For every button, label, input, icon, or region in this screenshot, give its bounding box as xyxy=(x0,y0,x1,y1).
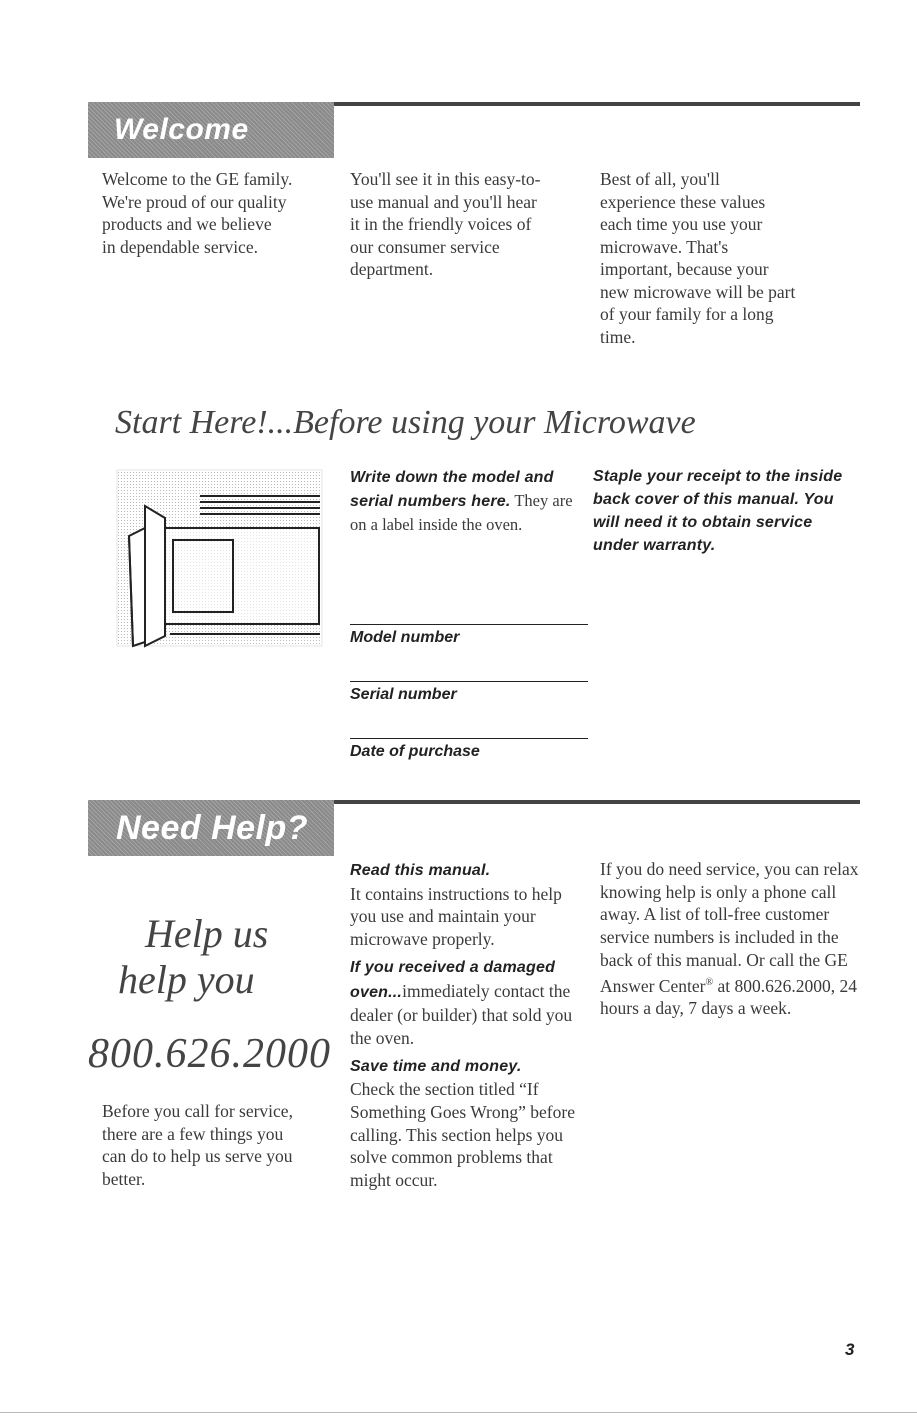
save-time-lead: Save time and money. xyxy=(350,1057,522,1075)
need-help-banner xyxy=(88,800,334,856)
need-help-title: Need Help? xyxy=(116,808,309,847)
service-block xyxy=(600,858,860,1020)
welcome-rule xyxy=(334,102,860,106)
start-heading: Start Here!...Before using your Microwave xyxy=(115,404,696,441)
help-tagline-2: help you xyxy=(118,957,255,1002)
welcome-col-2 xyxy=(350,168,590,281)
help-tagline-1: Help us xyxy=(145,911,269,956)
service-text-pre: If you do need service, you can relax knowing help is only a phone call away. A list of toll-free customer service numbers is included in the back of this manual. Or call the GE Answer Center xyxy=(600,859,859,996)
bottom-rule xyxy=(0,1412,917,1413)
write-down-lead: Write down the model and serial numbers here. xyxy=(350,469,554,510)
damaged-lead: If you received a damaged oven... xyxy=(350,958,556,1001)
welcome-text-1: Welcome to the GE family. We're proud of our quality products and we believe in dependable service. xyxy=(102,169,293,257)
welcome-col-3 xyxy=(600,168,860,348)
need-help-rule xyxy=(334,800,860,804)
read-manual-lead: Read this manual. xyxy=(350,862,491,879)
registered-mark: ® xyxy=(705,976,714,988)
save-time-text: Check the section titled “If Something Goes Wrong” before calling. This section helps you solve common problems that might occur. xyxy=(350,1079,575,1191)
model-number-field[interactable] xyxy=(350,624,588,647)
help-phone: 800.626.2000 xyxy=(88,1031,331,1077)
before-call-text: Before you call for service, there are a few things you can do to help us serve you better. xyxy=(102,1101,293,1189)
welcome-text-3: Best of all, you'll experience these values each time you use your microwave. That's important, because your new microwave will be part of your family for a long time. xyxy=(600,169,796,347)
read-manual-text: It contains instructions to help you use and maintain your microwave properly. xyxy=(350,883,562,950)
help-middle-block xyxy=(350,858,586,1192)
page-number: 3 xyxy=(845,1340,855,1359)
write-down-block xyxy=(350,465,590,536)
date-of-purchase-field[interactable] xyxy=(350,738,588,761)
welcome-title: Welcome xyxy=(114,113,249,146)
serial-number-field[interactable] xyxy=(350,681,588,704)
service-text-post: at 800.626.2000, 24 hours a day, 7 days a week. xyxy=(600,975,857,1019)
microwave-illustration xyxy=(115,466,325,652)
before-call-block xyxy=(102,1100,342,1190)
write-down-text: They are on a label inside the oven. xyxy=(350,491,573,534)
model-number-label: Model number xyxy=(350,629,460,646)
welcome-text-2: You'll see it in this easy-to- use manual and you'll hear it in the friendly voices of our consumer service department. xyxy=(350,169,541,279)
serial-number-label: Serial number xyxy=(350,686,457,703)
date-of-purchase-label: Date of purchase xyxy=(350,743,480,760)
staple-text: Staple your receipt to the inside back cover of this manual. You will need it to obtain service under warranty. xyxy=(593,468,843,554)
staple-block xyxy=(593,465,843,557)
welcome-banner xyxy=(88,102,334,158)
damaged-text: immediately contact the dealer (or builder) that sold you the oven. xyxy=(350,980,573,1048)
welcome-col-1 xyxy=(102,168,332,258)
